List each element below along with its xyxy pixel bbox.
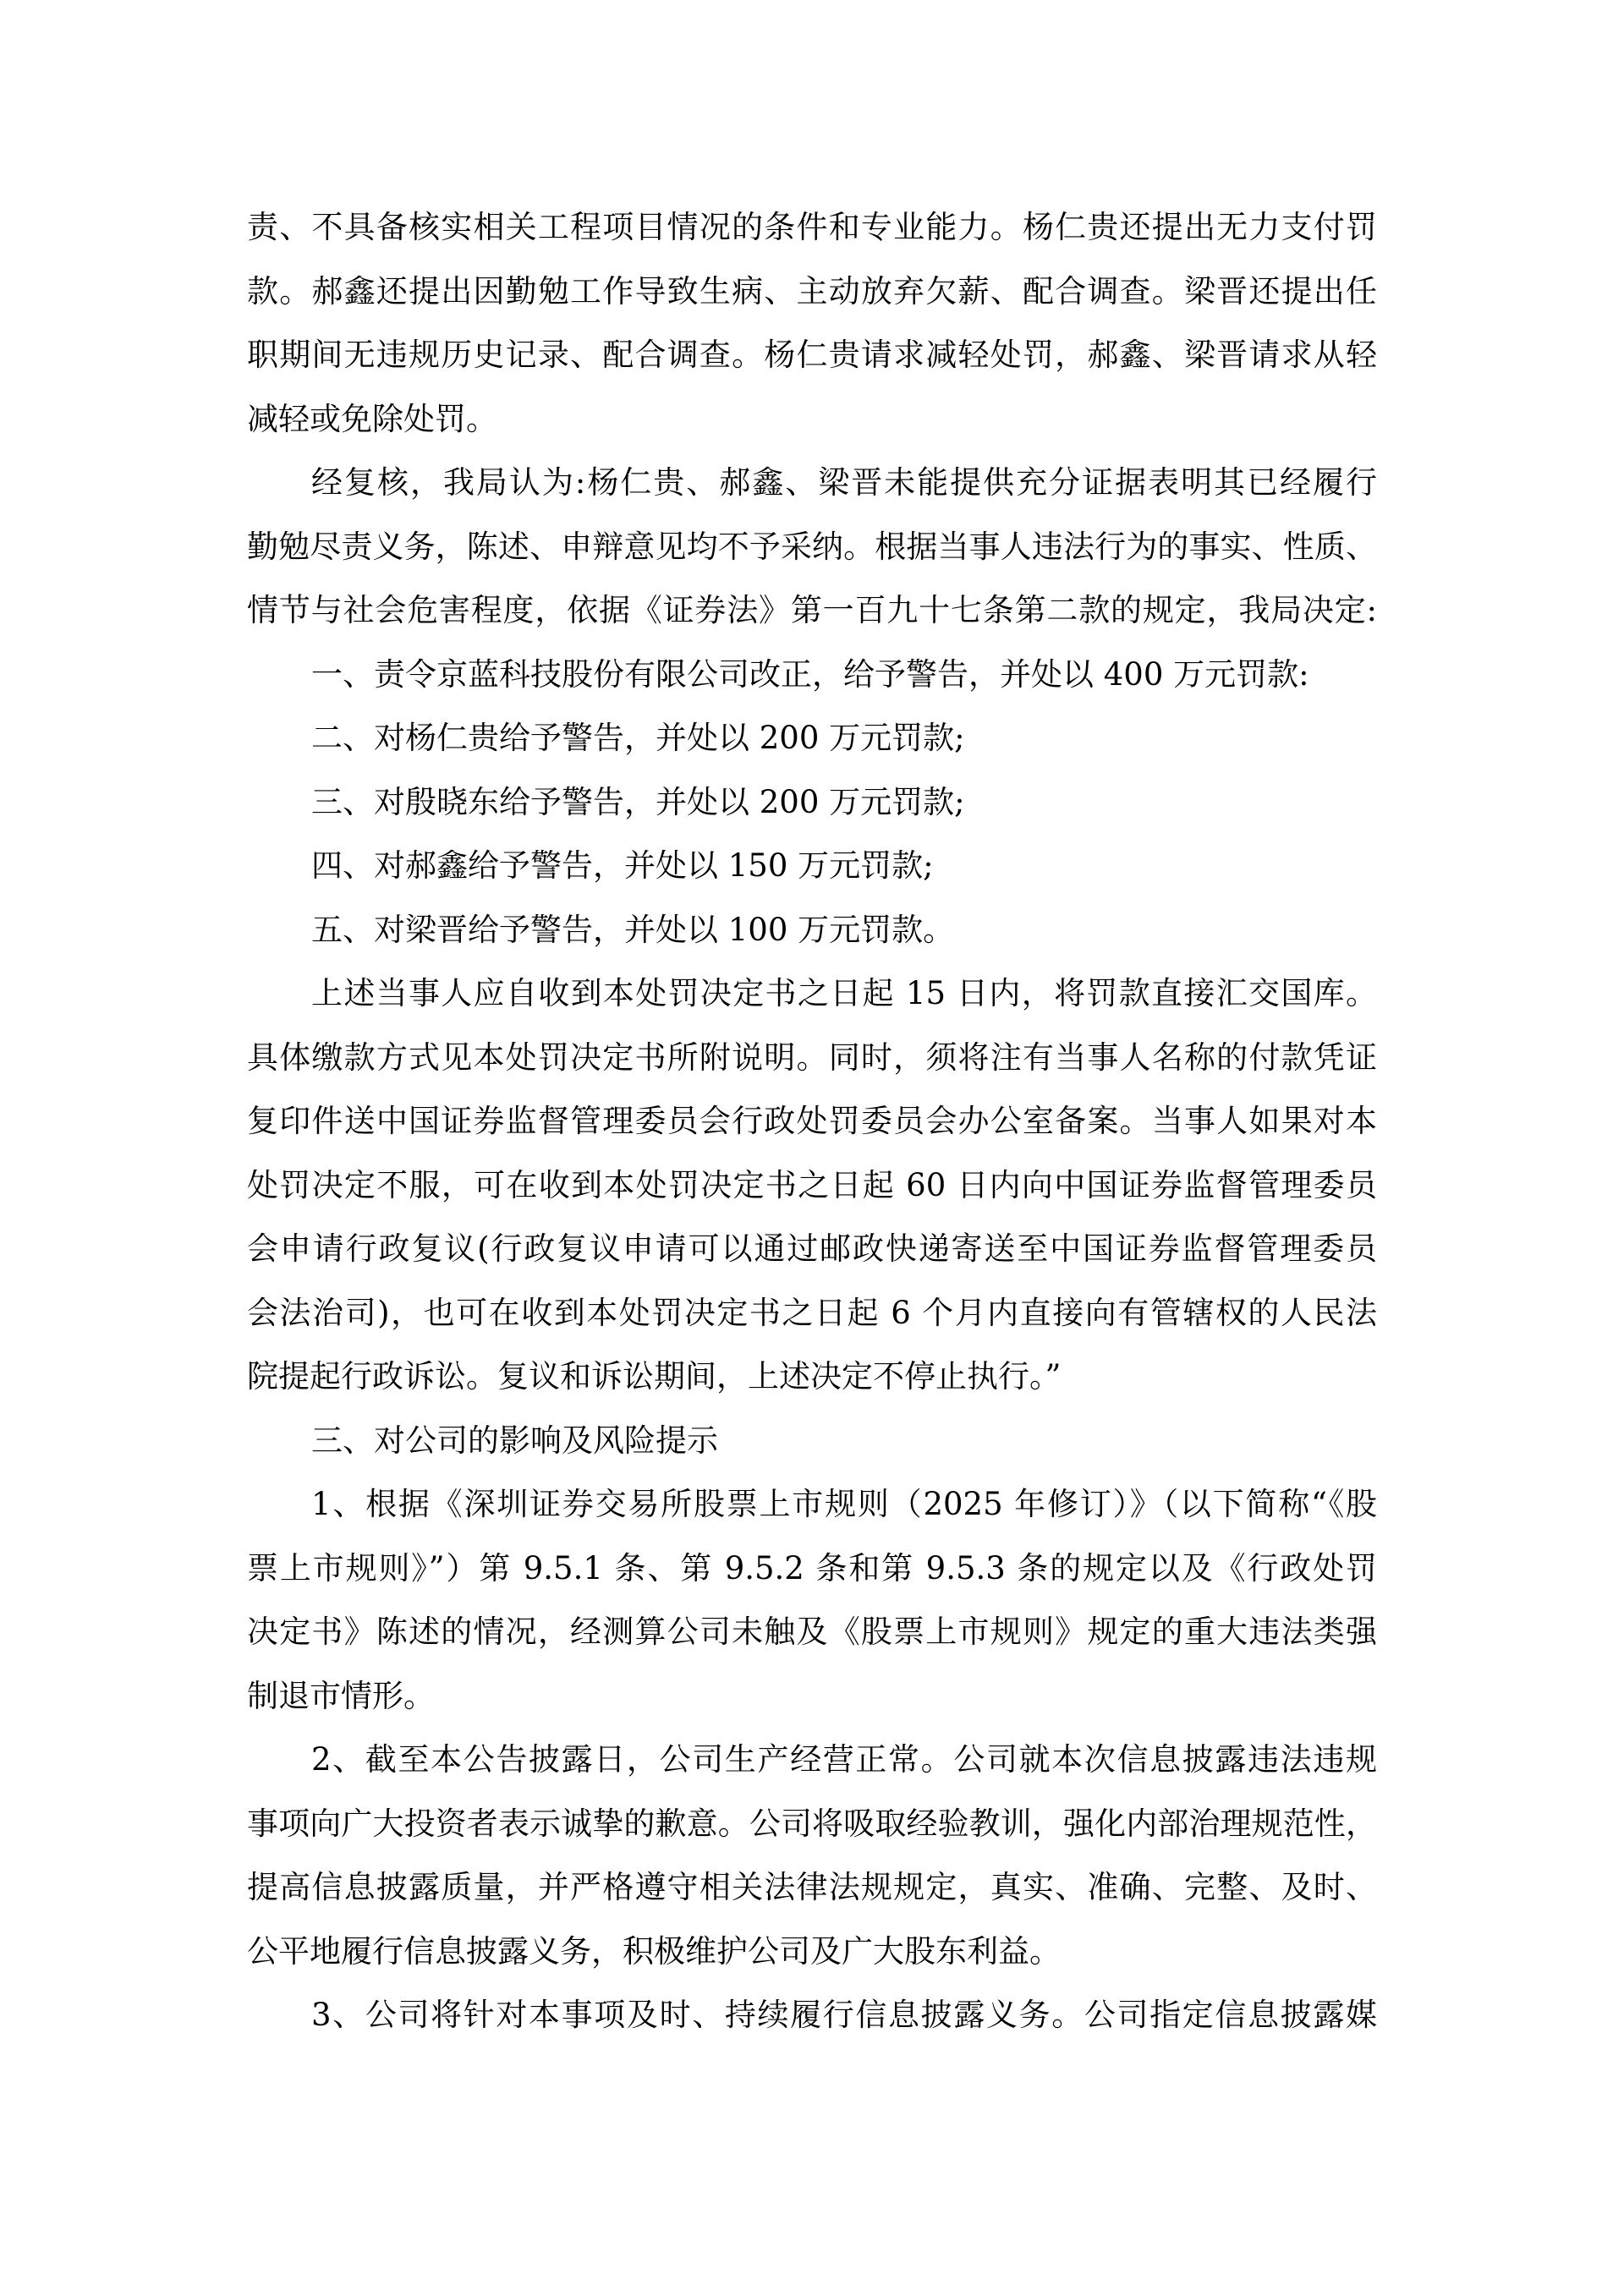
penalty-item-1: 一、责令京蓝科技股份有限公司改正，给予警告，并处以 400 万元罚款: [311,656,1309,693]
paragraph-line: 2、截至本公告披露日，公司生产经营正常。公司就本次信息披露违法违规 [311,1741,1377,1778]
paragraph-line: 提高信息披露质量，并严格遵守相关法律法规规定，真实、准确、完整、及时、 [247,1869,1377,1905]
paragraph-line: 款。郝鑫还提出因勤勉工作导致生病、主动放弃欠薪、配合调查。梁晋还提出任 [247,273,1377,310]
paragraph-line: 勤勉尽责义务，陈述、申辩意见均不予采纳。根据当事人违法行为的事实、性质、 [247,529,1377,565]
paragraph-line: 处罚决定不服，可在收到本处罚决定书之日起 60 日内向中国证券监督管理委员 [247,1167,1377,1203]
paragraph-line: 经复核，我局认为:杨仁贵、郝鑫、梁晋未能提供充分证据表明其已经履行 [311,464,1377,501]
paragraph-line: 1、根据《深圳证券交易所股票上市规则（2025 年修订）》（以下简称“《股 [311,1486,1377,1522]
paragraph-line: 决定书》陈述的情况，经测算公司未触及《股票上市规则》规定的重大违法类强 [247,1614,1377,1650]
section-heading: 三、对公司的影响及风险提示 [311,1422,718,1459]
paragraph-line: 具体缴款方式见本处罚决定书所附说明。同时，须将注有当事人名称的付款凭证 [247,1039,1377,1076]
paragraph-line: 3、公司将针对本事项及时、持续履行信息披露义务。公司指定信息披露媒 [311,1997,1377,2033]
penalty-item-4: 四、对郝鑫给予警告，并处以 150 万元罚款; [311,847,934,884]
penalty-item-3: 三、对殷晓东给予警告，并处以 200 万元罚款; [311,784,965,820]
paragraph-line: 院提起行政诉讼。复议和诉讼期间，上述决定不停止执行。” [247,1358,1062,1395]
paragraph-line: 票上市规则》”）第 9.5.1 条、第 9.5.2 条和第 9.5.3 条的规定以及《行政处罚 [247,1550,1377,1586]
paragraph-line: 事项向广大投资者表示诚挚的歉意。公司将吸取经验教训，强化内部治理规范性， [247,1806,1377,1842]
penalty-item-5: 五、对梁晋给予警告，并处以 100 万元罚款。 [311,912,955,948]
paragraph-line: 减轻或免除处罚。 [247,401,497,437]
paragraph-line: 制退市情形。 [247,1678,435,1714]
paragraph-line: 上述当事人应自收到本处罚决定书之日起 15 日内，将罚款直接汇交国库。 [311,975,1377,1011]
penalty-item-2: 二、对杨仁贵给予警告，并处以 200 万元罚款; [311,720,965,756]
paragraph-line: 复印件送中国证券监督管理委员会行政处罚委员会办公室备案。当事人如果对本 [247,1103,1377,1139]
paragraph-line: 会申请行政复议(行政复议申请可以通过邮政快递寄送至中国证券监督管理委员 [247,1230,1377,1267]
paragraph-line: 情节与社会危害程度，依据《证券法》第一百九十七条第二款的规定，我局决定: [247,592,1377,628]
paragraph-line: 会法治司)，也可在收到本处罚决定书之日起 6 个月内直接向有管辖权的人民法 [247,1295,1377,1331]
paragraph-line: 公平地履行信息披露义务，积极维护公司及广大股东利益。 [247,1933,1061,1970]
paragraph-line: 责、不具备核实相关工程项目情况的条件和专业能力。杨仁贵还提出无力支付罚 [247,209,1377,245]
paragraph-line: 职期间无违规历史记录、配合调查。杨仁贵请求减轻处罚，郝鑫、梁晋请求从轻 [247,337,1377,373]
